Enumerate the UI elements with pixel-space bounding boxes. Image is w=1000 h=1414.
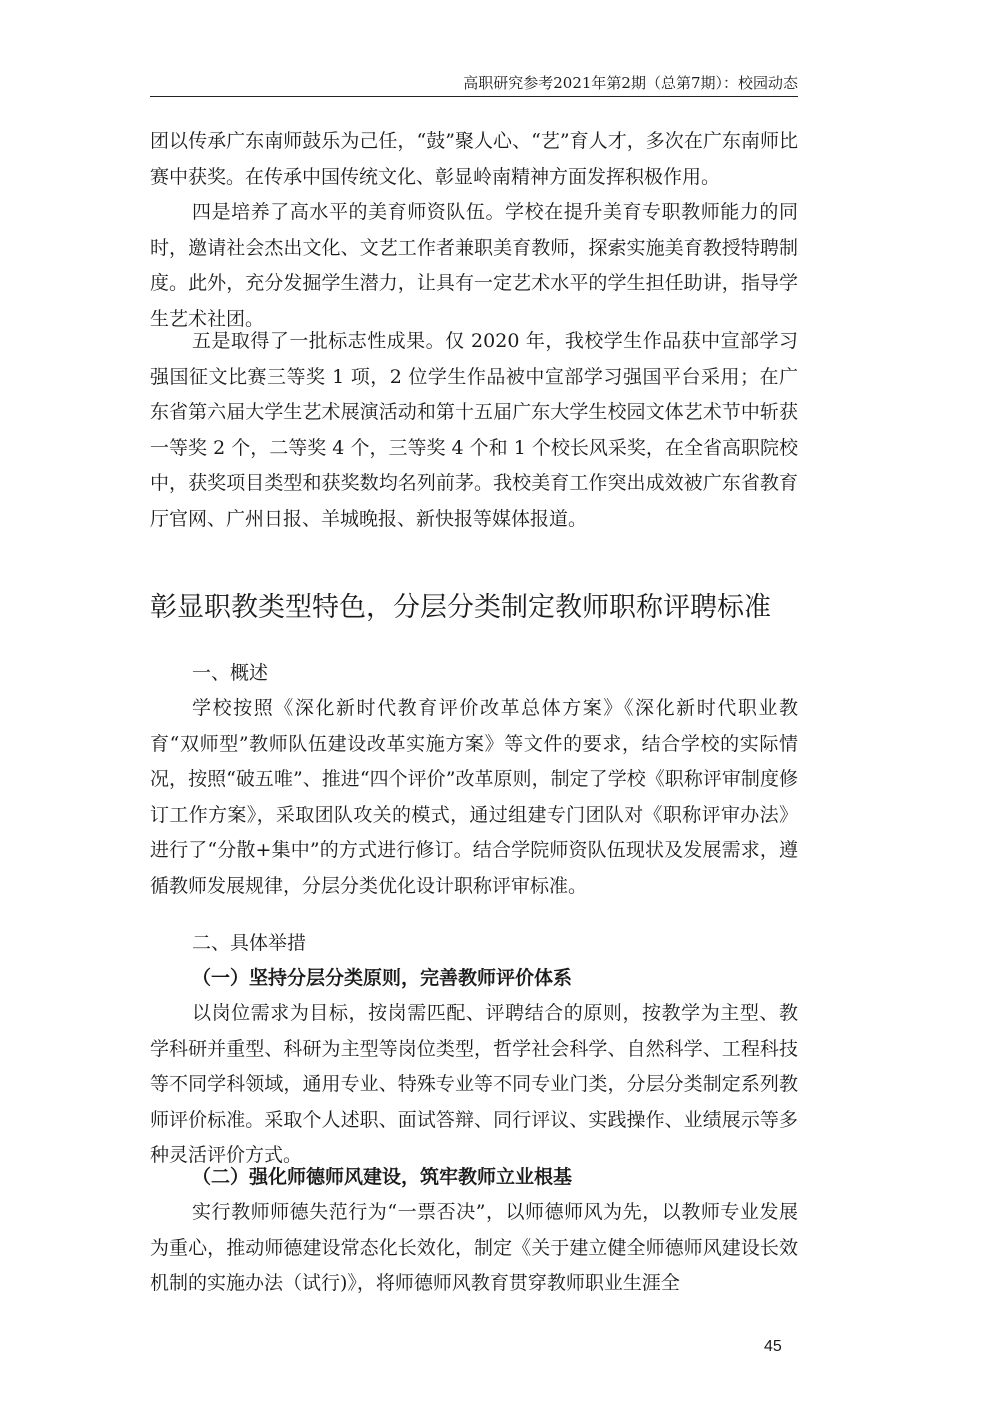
paragraph-measure-1: 以岗位需求为目标，按岗需匹配、评聘结合的原则，按教学为主型、教学科研并重型、科研为主型等岗位类型，哲学社会科学、自然科学、工程科技等不同学科领域，通用专业、特殊专业等不同专业门类，分层分类制定系列教师评价标准。采取个人述职、面试答辩、同行评议、实践操作、业绩展示等多种灵活评价方式。 xyxy=(150,1002,798,1167)
paragraph-continuation: 团以传承广东南师鼓乐为己任，“鼓”聚人心、“艺”育人才，多次在广东南师比赛中获奖。在传承中国传统文化、彰显岭南精神方面发挥积极作用。 xyxy=(150,130,798,188)
page-number: 45 xyxy=(764,1338,782,1355)
paragraph-achievements: 五是取得了一批标志性成果。仅 2020 年，我校学生作品获中宣部学习强国征文比赛三等奖 1 项，2 位学生作品被中宣部学习强国平台采用；在广东省第六届大学生艺术展演活动和第十五届广东大学生校园文体艺术节中斩获一等奖 2 个，二等奖 4 个，三等奖 4 个和 1 个校长风采奖，在全省高职院校中，获奖项目类型和获奖数均名列前茅。我校美育工作突出成效被广东省教育厅官网、广州日报、羊城晚报、新快报等媒体报道。 xyxy=(150,330,798,530)
heading-measures: 二、具体举措 xyxy=(192,932,307,954)
paragraph-teachers: 四是培养了高水平的美育师资队伍。学校在提升美育专职教师能力的同时，邀请社会杰出文化、文艺工作者兼职美育教师，探索实施美育教授特聘制度。此外，充分发掘学生潜力，让具有一定艺术水平的学生担任助讲，指导学生艺术社团。 xyxy=(150,201,798,330)
heading-measure-2: （二）强化师德师风建设，筑牢教师立业根基 xyxy=(192,1166,573,1188)
article-title: 彰显职教类型特色，分层分类制定教师职称评聘标准 xyxy=(150,592,771,623)
paragraph-measure-2: 实行教师师德失范行为“一票否决”，以师德师风为先，以教师专业发展为重心，推动师德建设常态化长效化，制定《关于建立健全师德师风建设长效机制的实施办法（试行)》，将师德师风教育贯穿教师职业生涯全 xyxy=(150,1201,798,1295)
running-header xyxy=(150,66,798,97)
paragraph-overview: 学校按照《深化新时代教育评价改革总体方案》《深化新时代职业教育“双师型”教师队伍建设改革实施方案》等文件的要求，结合学校的实际情况，按照“破五唯”、推进“四个评价”改革原则，制定了学校《职称评审制度修订工作方案》，采取团队攻关的模式，通过组建专门团队对《职称评审办法》进行了“分散+集中”的方式进行修订。结合学院师资队伍现状及发展需求，遵循教师发展规律，分层分类优化设计职称评审标准。 xyxy=(150,697,798,897)
header-text: 高职研究参考2021年第2期（总第7期）：校园动态 xyxy=(463,74,798,92)
heading-overview: 一、概述 xyxy=(192,662,269,684)
heading-measure-1: （一）坚持分层分类原则，完善教师评价体系 xyxy=(192,967,573,989)
